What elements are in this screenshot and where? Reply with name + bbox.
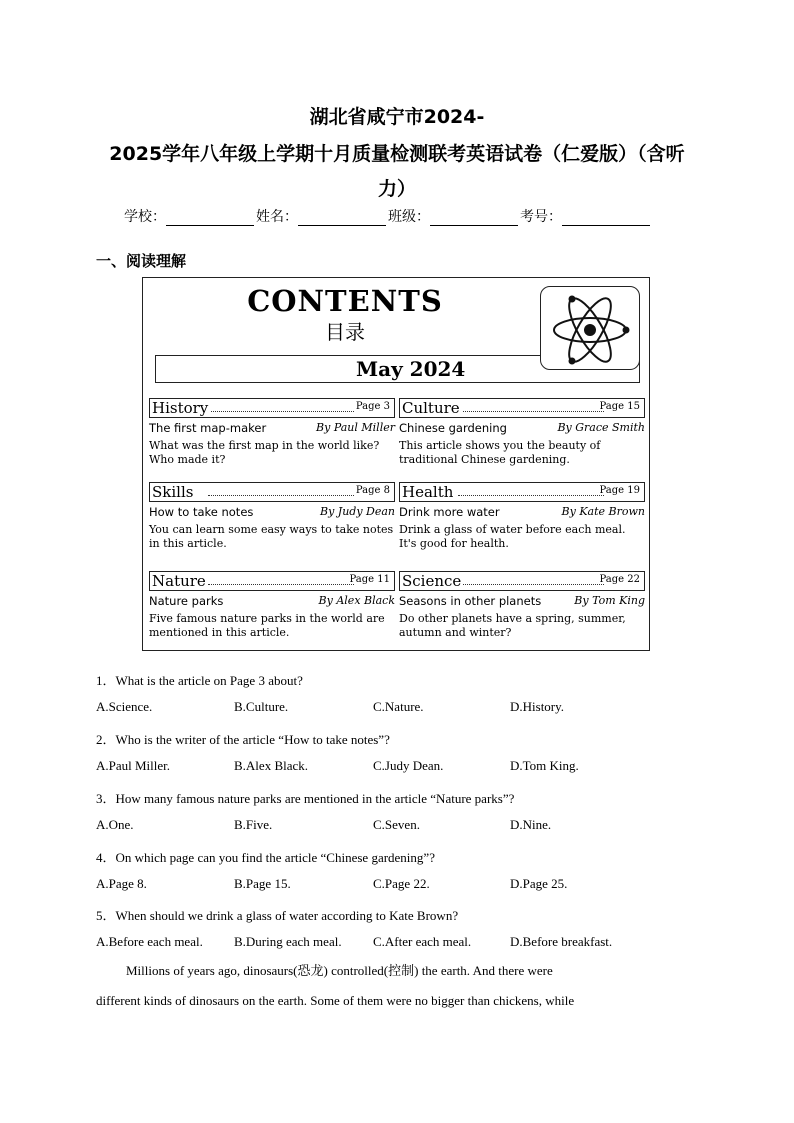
article-description: You can learn some easy ways to take notes in this article. <box>149 523 394 550</box>
article-title: Nature parks <box>149 594 224 608</box>
option-b[interactable]: B.Page 15. <box>234 876 291 891</box>
article-description: What was the first map in the world like? Who made it? <box>149 439 380 466</box>
category-label: Skills <box>152 483 194 501</box>
page-label: Page 8 <box>355 485 390 496</box>
contents-subtitle: 目录 <box>325 320 365 344</box>
category-label: History <box>152 399 209 417</box>
school-blank[interactable] <box>166 209 254 226</box>
article-author: By Judy Dean <box>319 505 395 518</box>
option-b[interactable]: B.During each meal. <box>234 934 342 949</box>
option-d[interactable]: D.Before breakfast. <box>510 934 613 949</box>
contents-item-skills <box>149 482 395 551</box>
contents-header <box>155 284 535 345</box>
page-label: Page 11 <box>349 574 390 585</box>
option-c[interactable]: C.After each meal. <box>373 934 472 949</box>
contents-title: CONTENTS <box>247 284 443 318</box>
contents-item-nature <box>149 571 395 640</box>
option-a[interactable]: A.Page 8. <box>96 876 147 891</box>
article-title: Chinese gardening <box>399 421 507 435</box>
article-author: By Paul Miller <box>316 421 395 434</box>
page-label: Page 15 <box>599 401 640 412</box>
atom-icon <box>540 286 640 370</box>
option-c[interactable]: C.Nature. <box>373 699 424 714</box>
class-blank[interactable] <box>430 209 518 226</box>
passage-line-1: Millions of years ago, dinosaurs(恐龙) controlled(控制) the earth. And there were <box>126 963 553 978</box>
article-description: Drink a glass of water before each meal. It's good for health. <box>399 523 626 550</box>
question-1: 1．What is the article on Page 3 about? <box>96 673 303 688</box>
number-label: 考号： <box>520 209 562 225</box>
contents-figure <box>142 277 650 651</box>
name-label: 姓名： <box>256 209 298 225</box>
question-5: 5．When should we drink a glass of water according to Kate Brown? <box>96 908 459 923</box>
option-d[interactable]: D.Tom King. <box>510 758 579 773</box>
article-title: How to take notes <box>149 505 254 519</box>
article-title: The first map-maker <box>149 421 267 435</box>
option-d[interactable]: D.Page 25. <box>510 876 568 891</box>
question-2: 2．Who is the writer of the article “How to take notes”? <box>96 732 390 747</box>
doc-title-line2: 2025学年八年级上学期十月质量检测联考英语试卷（仁爱版）（含听 <box>109 143 685 165</box>
section-heading: 一、阅读理解 <box>96 252 187 270</box>
article-author: By Kate Brown <box>561 505 645 518</box>
page-label: Page 22 <box>599 574 640 585</box>
option-a[interactable]: A.Paul Miller. <box>96 758 171 773</box>
issue-date: May 2024 <box>356 357 466 381</box>
option-a[interactable]: A.Before each meal. <box>96 934 203 949</box>
name-blank[interactable] <box>298 209 386 226</box>
student-info-row <box>124 206 652 226</box>
class-label: 班级： <box>388 209 430 225</box>
option-d[interactable]: D.Nine. <box>510 817 552 832</box>
contents-item-culture <box>399 398 645 467</box>
article-author: By Tom King <box>574 594 645 607</box>
contents-item-history <box>149 398 395 467</box>
option-b[interactable]: B.Alex Black. <box>234 758 309 773</box>
question-3: 3．How many famous nature parks are mentioned in the article “Nature parks”? <box>96 791 515 806</box>
contents-item-science <box>399 571 645 640</box>
option-a[interactable]: A.Science. <box>96 699 153 714</box>
school-label: 学校： <box>124 209 166 225</box>
article-title: Seasons in other planets <box>399 594 542 608</box>
article-description: Five famous nature parks in the world are mentioned in this article. <box>149 612 385 639</box>
article-description: Do other planets have a spring, summer, autumn and winter? <box>399 612 626 639</box>
article-author: By Grace Smith <box>557 421 645 434</box>
option-a[interactable]: A.One. <box>96 817 134 832</box>
page-label: Page 3 <box>355 401 390 412</box>
contents-item-health <box>399 482 645 551</box>
option-d[interactable]: D.History. <box>510 699 565 714</box>
option-c[interactable]: C.Judy Dean. <box>373 758 444 773</box>
category-label: Culture <box>402 399 460 417</box>
option-c[interactable]: C.Seven. <box>373 817 420 832</box>
category-label: Health <box>402 483 454 501</box>
doc-title-line1: 湖北省咸宁市2024- <box>309 106 485 128</box>
doc-title-line3: 力） <box>377 178 416 200</box>
category-label: Nature <box>152 572 206 590</box>
article-title: Drink more water <box>399 505 500 519</box>
number-blank[interactable] <box>562 209 650 226</box>
passage-line-2: different kinds of dinosaurs on the earth. Some of them were no bigger than chickens, while <box>96 993 575 1008</box>
page-label: Page 19 <box>599 485 640 496</box>
option-c[interactable]: C.Page 22. <box>373 876 430 891</box>
article-description: This article shows you the beauty of traditional Chinese gardening. <box>399 439 601 466</box>
category-label: Science <box>402 572 462 590</box>
option-b[interactable]: B.Culture. <box>234 699 289 714</box>
article-author: By Alex Black <box>318 594 395 607</box>
option-b[interactable]: B.Five. <box>234 817 273 832</box>
question-4: 4．On which page can you find the article “Chinese gardening”? <box>96 850 435 865</box>
